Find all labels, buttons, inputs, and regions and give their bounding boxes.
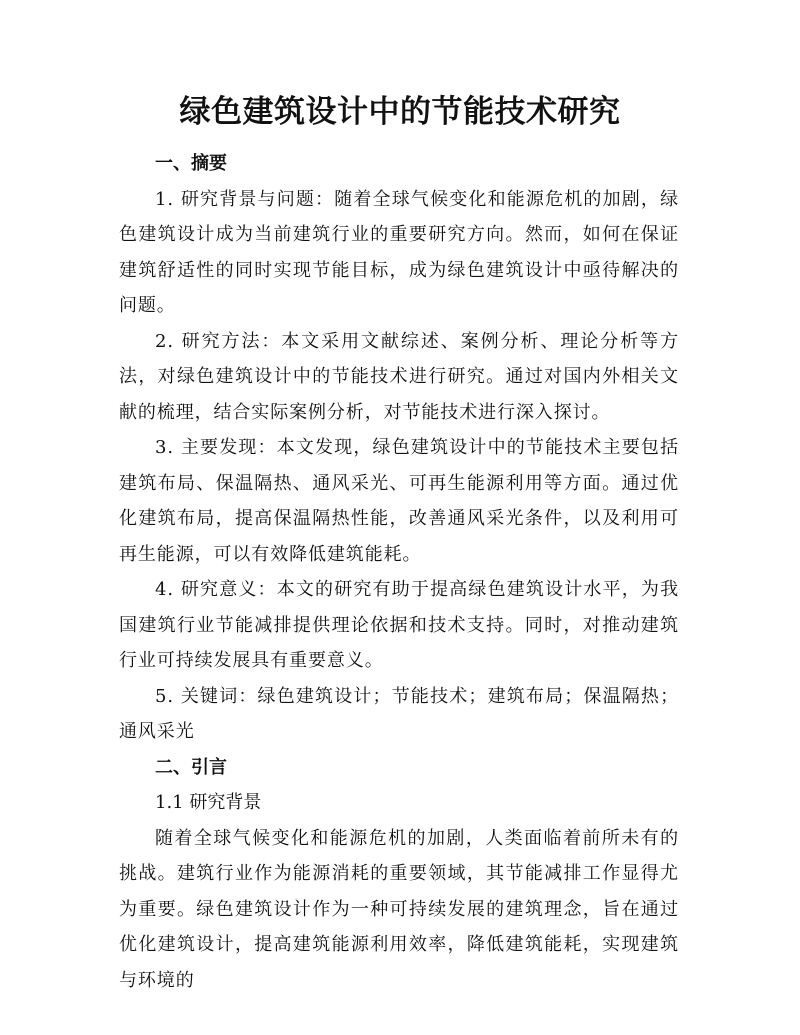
- intro-paragraph: 随着全球气候变化和能源危机的加剧，人类面临着前所未有的挑战。建筑行业作为能源消耗的重要领域，其节能减排工作显得尤为重要。绿色建筑设计作为一种可持续发展的建筑理念，旨在通过优化建筑设计，提高建筑能源利用效率，降低建筑能耗，实现建筑与环境的: [119, 827, 679, 991]
- document-body: [119, 146, 679, 998]
- abstract-heading: 一、摘要: [155, 153, 227, 174]
- abstract-item-2: 2. 研究方法：本文采用文献综述、案例分析、理论分析等方法，对绿色建筑设计中的节能技术进行研究。通过对国内外相关文献的梳理，结合实际案例分析，对节能技术进行深入探讨。: [119, 330, 679, 423]
- abstract-item-5-keywords: 5. 关键词：绿色建筑设计；节能技术；建筑布局；保温隔热；通风采光: [119, 685, 679, 742]
- abstract-item-4: 4. 研究意义：本文的研究有助于提高绿色建筑设计水平，为我国建筑行业节能减排提供理论依据和技术支持。同时，对推动建筑行业可持续发展具有重要意义。: [119, 579, 679, 671]
- abstract-item-3: 3. 主要发现：本文发现，绿色建筑设计中的节能技术主要包括建筑布局、保温隔热、通风采光、可再生能源利用等方面。通过优化建筑布局，提高保温隔热性能，改善通风采光条件，以及利用可再生能源，可以有效降低建筑能耗。: [119, 437, 679, 565]
- document-title: 绿色建筑设计中的节能技术研究: [179, 94, 621, 130]
- abstract-item-1: 1. 研究背景与问题：随着全球气候变化和能源危机的加剧，绿色建筑设计成为当前建筑行业的重要研究方向。然而，如何在保证建筑舒适性的同时实现节能目标，成为绿色建筑设计中亟待解决的问题。: [119, 188, 679, 316]
- intro-sub-heading: 1.1 研究背景: [155, 792, 262, 813]
- intro-heading: 二、引言: [155, 756, 227, 778]
